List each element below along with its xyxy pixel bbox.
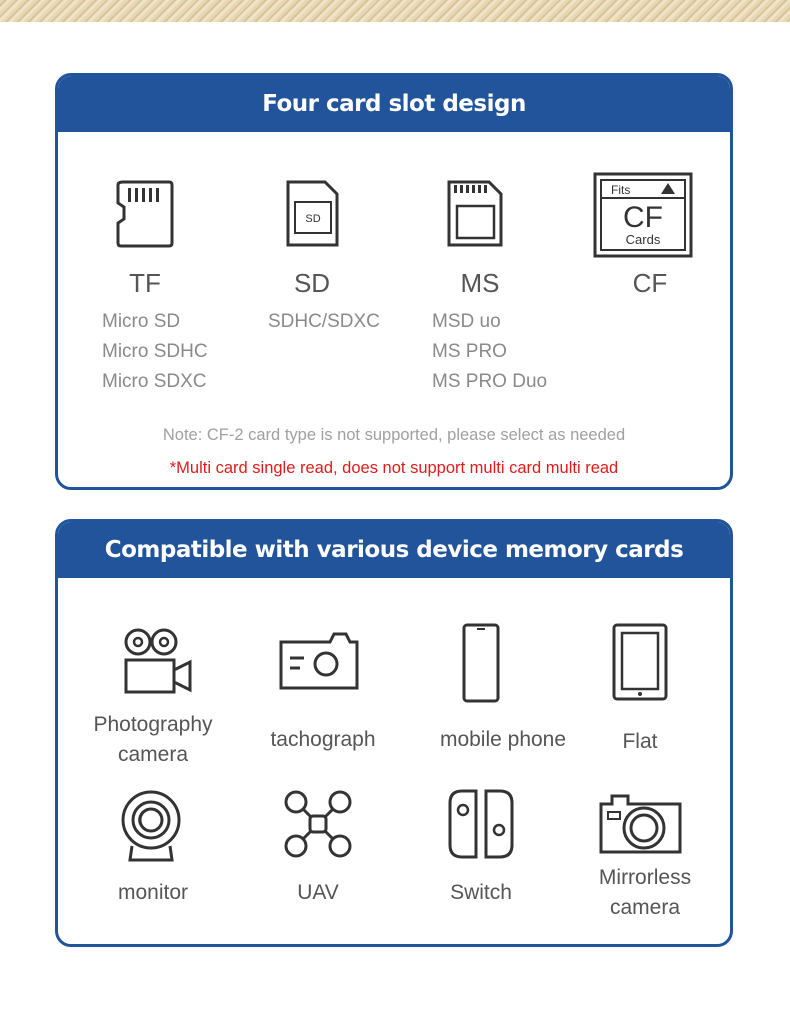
device-label-tachograph xyxy=(238,725,408,755)
micro-sd-card-icon xyxy=(115,179,175,249)
card-name-cf: CF xyxy=(632,268,668,298)
device-label-flat xyxy=(580,727,700,757)
devices-title: Compatible with various device memory cards xyxy=(58,522,730,578)
compatibility-note: Note: CF-2 card type is not supported, please select as needed xyxy=(162,426,626,444)
cf-icon-big: CF xyxy=(623,201,663,234)
sd-icon-text: SD xyxy=(305,213,321,225)
device-label-line: mobile phone xyxy=(439,728,567,751)
card-sub-item: Micro SDHC xyxy=(102,341,208,362)
mirrorless-camera-icon xyxy=(598,790,684,856)
cf-icon-small: Cards xyxy=(625,232,661,247)
tablet-icon xyxy=(611,622,669,702)
multi-read-warning: *Multi card single read, does not support multi card multi read xyxy=(169,459,619,477)
memory-stick-icon xyxy=(445,179,505,249)
card-slot-panel xyxy=(55,73,733,490)
device-label-photography-camera xyxy=(68,710,238,770)
device-label-line: Flat xyxy=(622,730,658,753)
card-sub-item: Micro SDXC xyxy=(102,371,207,392)
device-label-line: tachograph xyxy=(270,728,376,751)
top-decorative-strip xyxy=(0,0,790,22)
drone-icon xyxy=(282,788,354,860)
cf-icon-fits: Fits xyxy=(611,183,631,197)
device-label-line: UAV xyxy=(297,881,339,904)
video-camera-icon xyxy=(118,626,198,696)
devices-panel xyxy=(55,519,733,947)
cf-card-icon xyxy=(593,172,693,258)
device-label-line: monitor xyxy=(117,881,189,904)
card-sub-item: MS PRO Duo xyxy=(432,371,548,392)
device-label-line: Photography xyxy=(93,713,213,736)
device-label-monitor xyxy=(68,878,238,908)
device-label-line: camera xyxy=(609,896,681,919)
device-label-switch xyxy=(396,878,566,908)
card-name-ms: MS xyxy=(460,268,500,298)
card-subs-sd xyxy=(268,307,380,337)
device-label-mirrorless-camera xyxy=(560,863,730,923)
card-name-tf: TF xyxy=(129,268,161,298)
device-label-mobile-phone xyxy=(408,725,598,755)
device-label-uav xyxy=(233,878,403,908)
device-label-line: Mirrorless xyxy=(598,866,692,889)
sd-card-icon xyxy=(284,179,340,249)
webcam-icon xyxy=(118,788,188,864)
card-subs-ms xyxy=(432,307,547,397)
device-label-line: Switch xyxy=(450,881,512,904)
card-sub-item: MSD uo xyxy=(432,311,501,332)
device-label-line: camera xyxy=(117,743,189,766)
card-subs-tf xyxy=(102,307,208,397)
card-sub-item: SDHC/SDXC xyxy=(268,311,380,332)
dashcam-icon xyxy=(278,630,360,692)
card-sub-item: Micro SD xyxy=(102,311,181,332)
game-switch-icon xyxy=(446,788,516,860)
card-sub-item: MS PRO xyxy=(432,341,507,362)
card-name-sd: SD xyxy=(293,268,331,298)
mobile-phone-icon xyxy=(461,622,501,704)
card-slot-title: Four card slot design xyxy=(58,76,730,132)
